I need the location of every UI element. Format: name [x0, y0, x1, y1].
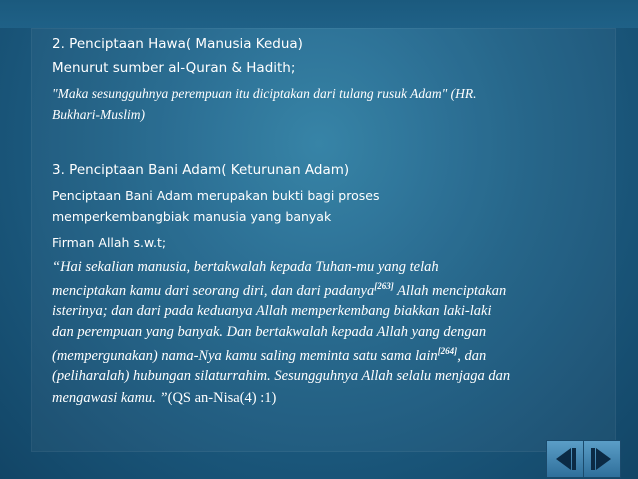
verse-line-5	[52, 346, 486, 365]
verse-line-3: isterinya; dan dari pada keduanya Allah memperkembang biakkan laki-laki	[52, 303, 492, 319]
previous-slide-button[interactable]	[546, 440, 584, 478]
verse-citation: (QS an-Nisa(4) :1)	[167, 390, 277, 406]
hadith-line-2: Bukhari-Muslim)	[52, 107, 145, 122]
verse-line-2-text: menciptakan kamu dari seorang diri, dan dari padanya	[52, 283, 375, 299]
paragraph-line-1: Penciptaan Bani Adam merupakan bukti bagi proses	[52, 188, 380, 203]
next-slide-icon	[584, 441, 620, 477]
verse-line-7	[52, 390, 276, 407]
verse-line-2	[52, 281, 506, 300]
verse-line-5-rest: , dan	[457, 348, 487, 364]
hadith-line-1: "Maka sesungguhnya perempuan itu diciptakan dari tulang rusuk Adam" (HR.	[52, 86, 477, 101]
firman-label: Firman Allah s.w.t;	[52, 235, 167, 250]
heading-penciptaan-bani-adam: 3. Penciptaan Bani Adam( Keturunan Adam)	[52, 162, 350, 178]
heading-penciptaan-hawa: 2. Penciptaan Hawa( Manusia Kedua)	[52, 36, 303, 52]
verse-line-7-text: mengawasi kamu. ”	[52, 390, 168, 406]
footnote-263: [263]	[374, 281, 394, 291]
paragraph-line-2: memperkembangbiak manusia yang banyak	[52, 209, 332, 224]
source-line: Menurut sumber al-Quran & Hadith;	[52, 60, 296, 76]
verse-line-2-rest: Allah menciptakan	[393, 283, 507, 299]
slide-top-band	[0, 0, 638, 28]
previous-slide-icon	[547, 441, 583, 477]
next-slide-button[interactable]	[583, 440, 621, 478]
verse-line-5-text: (mempergunakan) nama-Nya kamu saling meminta satu sama lain	[52, 348, 438, 364]
verse-line-1: “Hai sekalian manusia, bertakwalah kepada Tuhan-mu yang telah	[52, 259, 439, 275]
verse-line-4: dan perempuan yang banyak. Dan bertakwalah kepada Allah yang dengan	[52, 324, 487, 340]
footnote-264: [264]	[437, 346, 458, 356]
verse-line-6: (peliharalah) hubungan silaturrahim. Sesungguhnya Allah selalu menjaga dan	[52, 368, 511, 384]
